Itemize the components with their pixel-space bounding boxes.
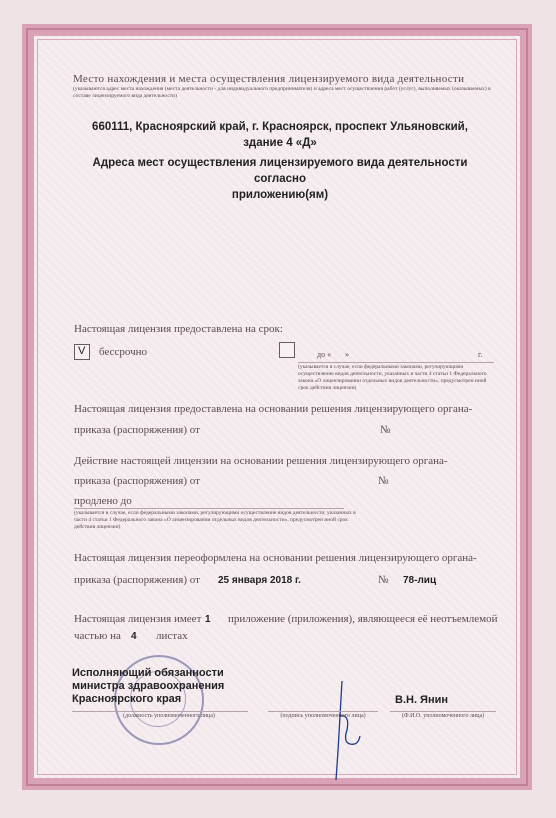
until-label: до « (317, 350, 332, 359)
header-title: Место нахождения и места осуществления лицензируемого вида деятельности (73, 73, 465, 85)
reissue-number: 78-лиц (403, 575, 437, 586)
appendix-suffix: приложение (приложения), являющееся её неотъемлемой (228, 613, 498, 625)
signature-caption: (подпись уполномоченного лица) (280, 713, 366, 719)
address-line1: 660111, Красноярский край, г. Красноярск, проспект Ульяновский, (92, 121, 468, 133)
until-mid: » (345, 350, 349, 359)
position-line1: Исполняющий обязанности (72, 667, 224, 679)
appendix-suffix2: листах (156, 630, 188, 642)
position-underline (72, 711, 248, 712)
signatory-name: В.Н. Янин (395, 694, 449, 706)
position-line3: Красноярского края (72, 693, 182, 705)
extended-underline (74, 508, 344, 509)
basis-line1: Настоящая лицензия предоставлена на основании решения лицензирующего органа- (74, 403, 473, 415)
signature-underline (268, 711, 378, 712)
appendix-count: 1 (205, 614, 211, 625)
validity-note: (указывается в случае, если федеральными законами, регулирующими осуществление видов деятельности, указанных в части 4 статьи 1 Федерального закона «О лицензировании отдельных видов деятельности», предусмотрен иной срок действия лицензии) (74, 510, 356, 530)
position-caption: (должность уполномоченного лица) (123, 713, 215, 719)
reissue-line1: Настоящая лицензия переоформлена на основании решения лицензирующего органа- (74, 552, 477, 564)
places-line2: приложению(ям) (231, 189, 329, 201)
until-note: (указывается в случае, если федеральными законами, регулирующими осуществление видов деятельности, указанных в части 4 статьи 1 Федерального закона «О лицензировании отдельных видов деятельности», предусмотрен иной срок действия лицензии) (298, 364, 487, 391)
reissue-line2: приказа (распоряжения) от (74, 574, 200, 586)
name-caption: (Ф.И.О. уполномоченного лица) (401, 713, 485, 719)
checkmark-icon: V (78, 345, 86, 357)
validity-line1: Действие настоящей лицензии на основании решения лицензирующего органа- (74, 455, 448, 467)
indefinite-label: бессрочно (99, 346, 148, 358)
validity-no: № (378, 475, 389, 487)
places-line1: Адреса мест осуществления лицензируемого вида деятельности согласно (92, 157, 468, 185)
signatory-position (72, 667, 224, 706)
basis-no: № (380, 424, 391, 436)
appendix-prefix: Настоящая лицензия имеет (74, 613, 202, 625)
address-block (80, 119, 480, 151)
places-block (70, 155, 490, 203)
reissue-no: № (378, 574, 389, 586)
validity-line2: приказа (распоряжения) от (74, 475, 200, 487)
name-underline (390, 711, 496, 712)
basis-line2: приказа (распоряжения) от (74, 424, 200, 436)
until-underline (298, 362, 494, 363)
appendix-prefix2: частью на (74, 630, 121, 642)
appendix-sheets: 4 (131, 631, 137, 642)
until-checkbox[interactable] (279, 342, 295, 358)
extended-label: продлено до (74, 495, 132, 507)
address-line2: здание 4 «Д» (243, 137, 317, 149)
header-note: (указываются адрес места нахождения (места деятельности - для индивидуального предпринимателя) и адреса мест осуществления работ (услуг), выполняемых (оказываемых) в составе лицензируемого вида деятельности) (73, 86, 491, 99)
handwritten-signature (320, 676, 366, 784)
reissue-date: 25 января 2018 г. (218, 575, 301, 586)
until-year: г. (478, 350, 483, 359)
term-label: Настоящая лицензия предоставлена на срок: (74, 323, 283, 335)
position-line2: министра здравоохранения (72, 680, 225, 692)
indefinite-checkbox[interactable] (74, 344, 90, 360)
